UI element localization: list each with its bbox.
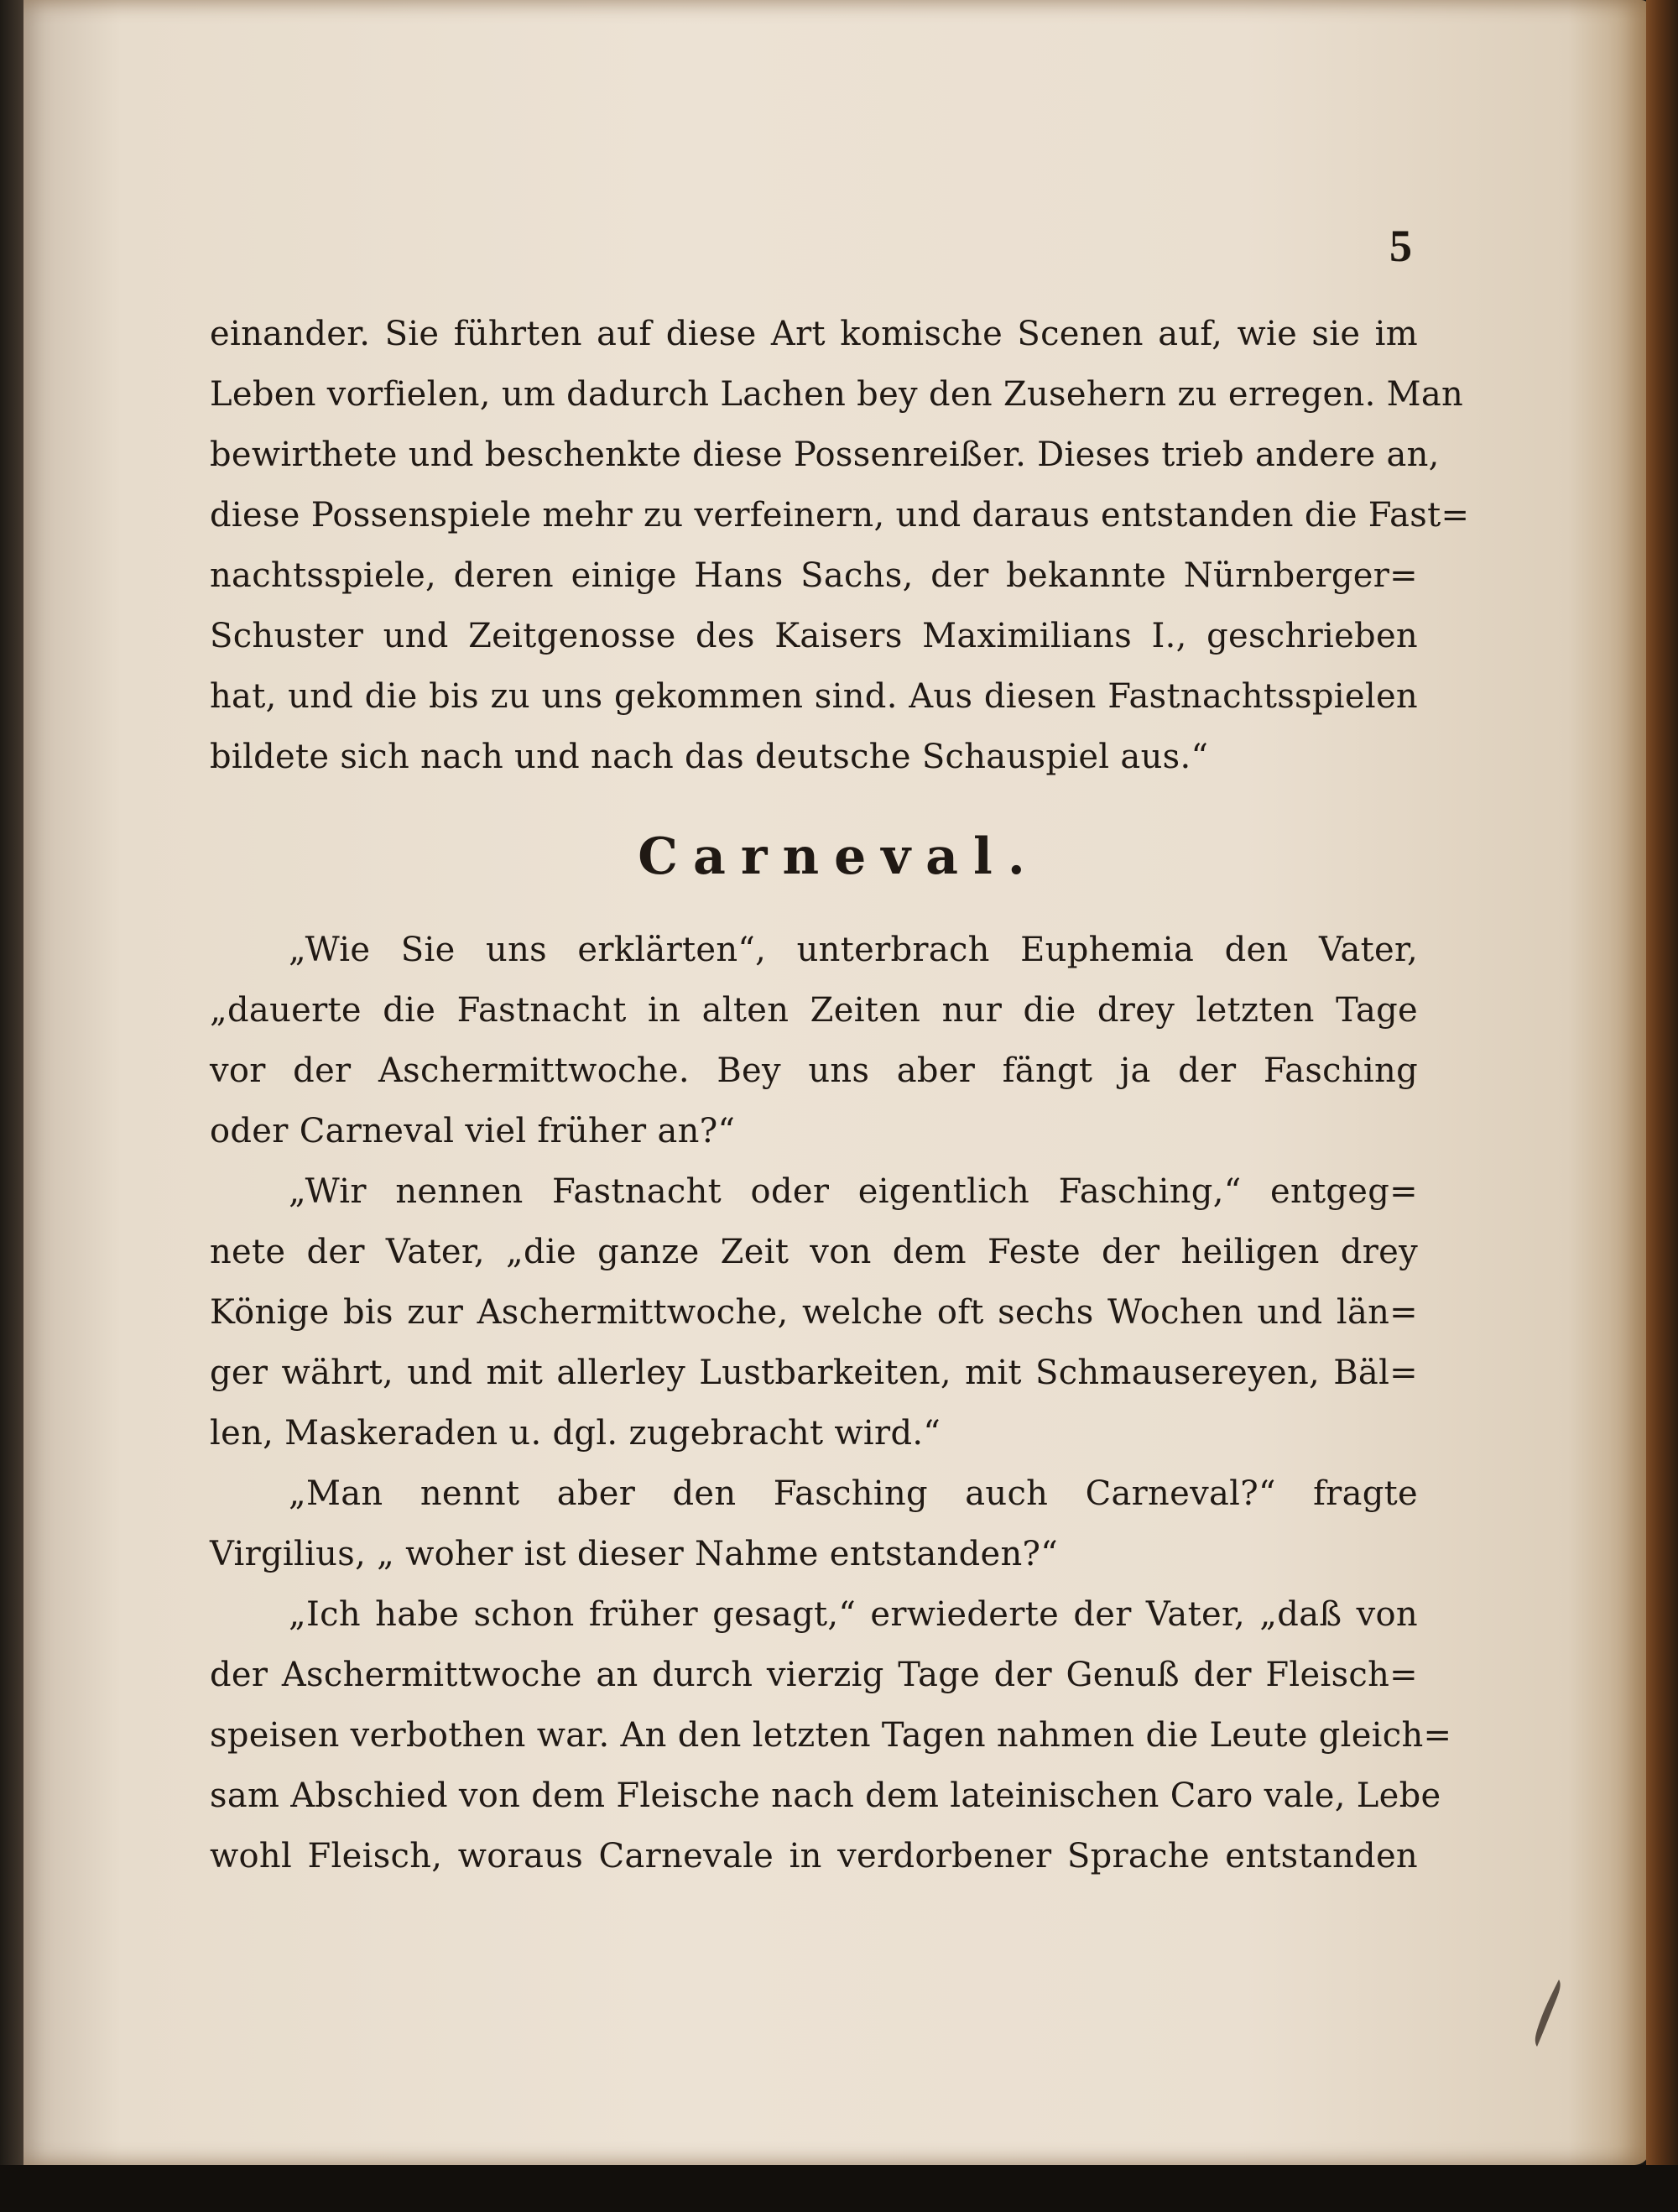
text-line: Schuster und Zeitgenosse des Kaisers Maximilians I., geschrieben: [210, 617, 1418, 655]
text-line: diese Possenspiele mehr zu verfeinern, und daraus entstanden die Fast=: [210, 496, 1470, 535]
text-line: sam Abschied von dem Fleische nach dem lateinischen Caro vale, Lebe: [210, 1776, 1441, 1815]
text-line: bildete sich nach und nach das deutsche Schauspiel aus.“: [210, 738, 1209, 776]
text-line: bewirthete und beschenkte diese Possenreißer. Dieses trieb andere an,: [210, 436, 1440, 474]
text-line: len, Maskeraden u. dgl. zugebracht wird.“: [210, 1414, 941, 1453]
ink-mark: [1525, 1976, 1569, 2052]
text-line: nete der Vater, „die ganze Zeit von dem Feste der heiligen drey: [210, 1233, 1418, 1271]
section-heading: Carneval.: [638, 827, 1040, 886]
page-text: [210, 304, 1470, 1886]
text-line: „Man nennt aber den Fasching auch Carneval?“ fragte: [289, 1474, 1418, 1513]
scan-background: [0, 2165, 1678, 2212]
paragraph-fastnachtsspiele: [210, 304, 1470, 787]
text-line: wohl Fleisch, woraus Carnevale in verdorbener Sprache entstanden: [210, 1837, 1418, 1876]
paragraph-carneval: [210, 920, 1452, 1886]
text-line: Könige bis zur Aschermittwoche, welche oft sechs Wochen und län=: [210, 1293, 1418, 1332]
text-line: hat, und die bis zu uns gekommen sind. Aus diesen Fastnachtsspielen: [210, 677, 1418, 716]
text-line: „Ich habe schon früher gesagt,“ erwiederte der Vater, „daß von: [289, 1595, 1418, 1634]
page-number: 5: [1389, 221, 1412, 271]
text-line: vor der Aschermittwoche. Bey uns aber fängt ja der Fasching: [210, 1051, 1418, 1090]
text-line: einander. Sie führten auf diese Art komische Scenen auf, wie sie im: [210, 315, 1418, 353]
text-line: der Aschermittwoche an durch vierzig Tage der Genuß der Fleisch=: [210, 1656, 1418, 1694]
text-line: oder Carneval viel früher an?“: [210, 1112, 736, 1150]
text-line: „Wir nennen Fastnacht oder eigentlich Fasching,“ entgeg=: [289, 1172, 1418, 1211]
text-line: „Wie Sie uns erklärten“, unterbrach Euphemia den Vater,: [289, 931, 1418, 969]
text-line: speisen verbothen war. An den letzten Tagen nahmen die Leute gleich=: [210, 1716, 1452, 1755]
text-line: ger währt, und mit allerley Lustbarkeiten, mit Schmausereyen, Bäl=: [210, 1354, 1418, 1392]
text-line: Virgilius, „ woher ist dieser Nahme entstanden?“: [210, 1535, 1059, 1573]
page-edge: [1646, 0, 1678, 2212]
text-line: Leben vorfielen, um dadurch Lachen bey den Zusehern zu erregen. Man: [210, 375, 1464, 414]
text-line: „dauerte die Fastnacht in alten Zeiten nur die drey letzten Tage: [210, 991, 1418, 1030]
text-line: nachtsspiele, deren einige Hans Sachs, der bekannte Nürnberger=: [210, 556, 1418, 595]
